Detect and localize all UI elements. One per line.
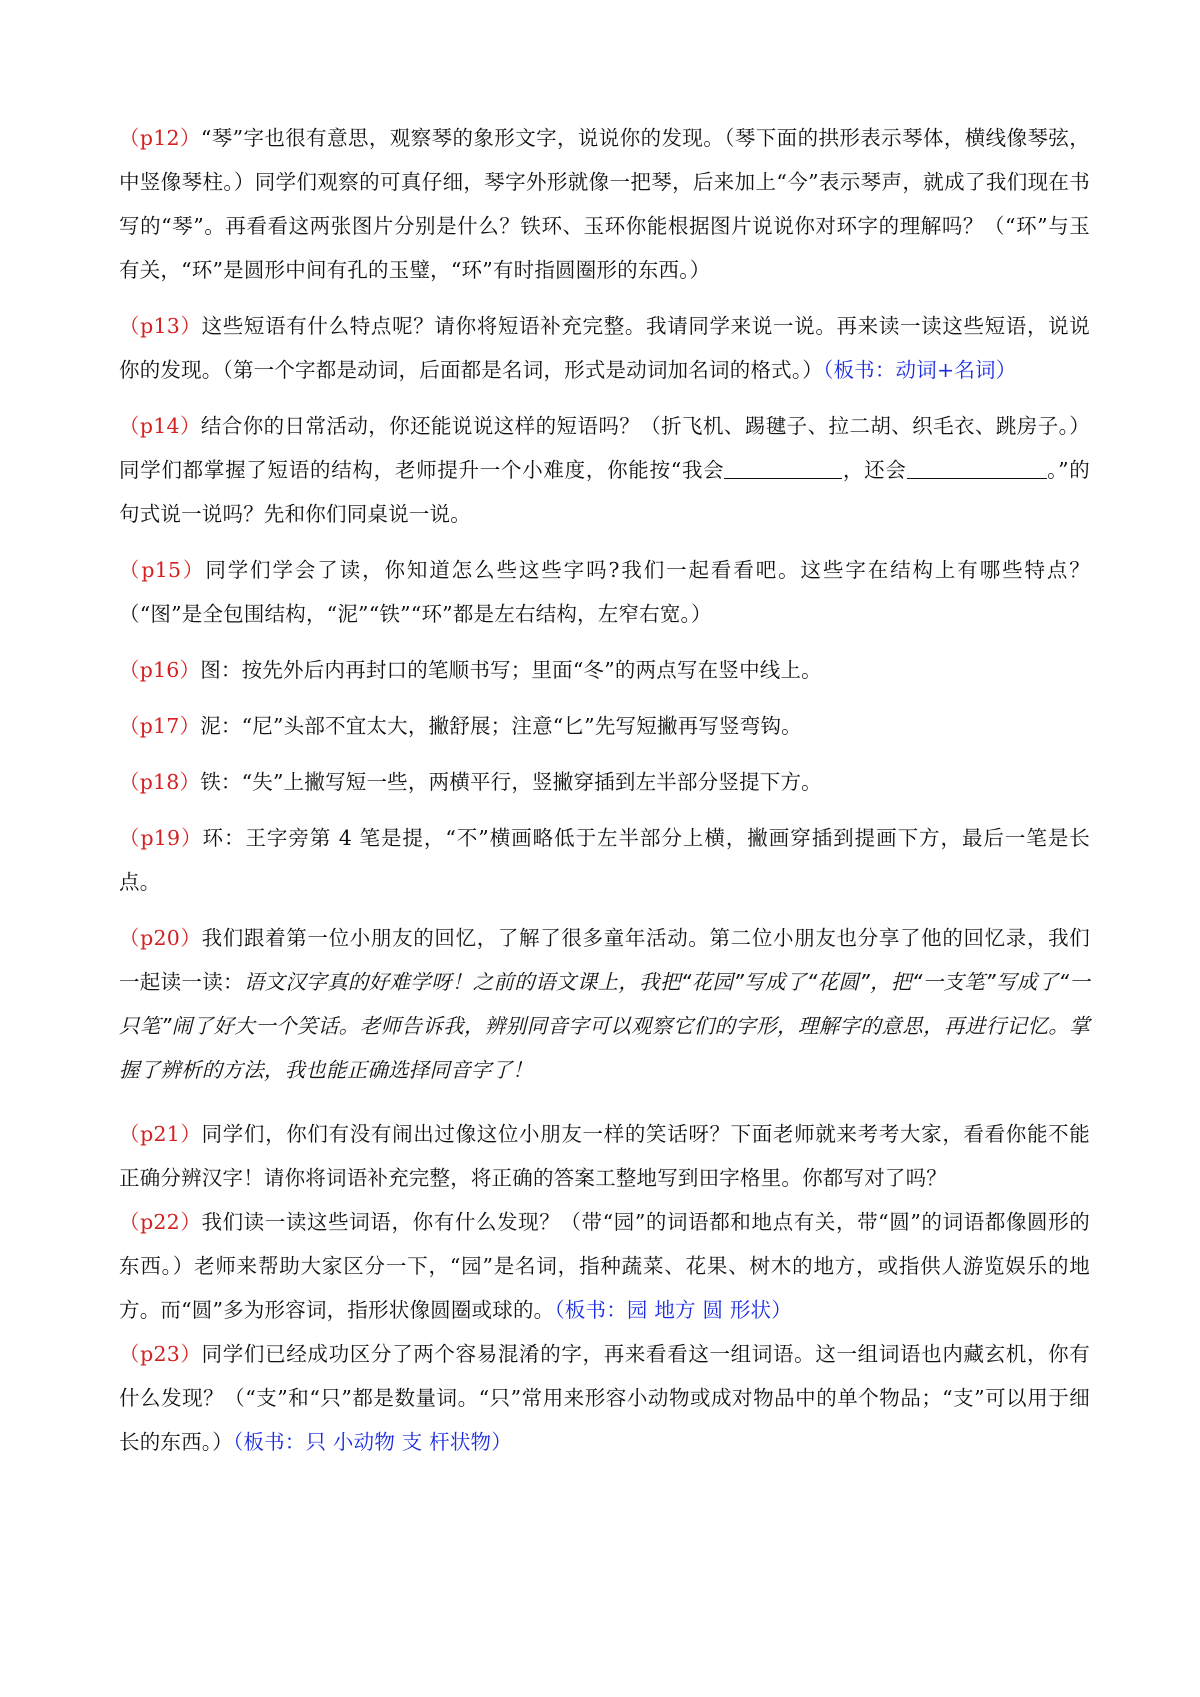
paragraph-p15: [119, 548, 1090, 636]
slide-tag: （p20）: [119, 926, 202, 950]
paragraph-p23: [119, 1332, 1090, 1464]
paragraph-p12: [119, 116, 1090, 292]
paragraph-text: 我们读一读这些词语，你有什么发现？（带“园”的词语都和地点有关，带“圆”的词语都像圆形的东西。）老师来帮助大家区分一下，“园”是名词，指种蔬菜、花果、树木的地方，或指供人游览娱乐的地方。而“圆”多为形容词，指形状像圆圈或球的。: [119, 1210, 1090, 1322]
slide-tag: （p18）: [119, 770, 201, 794]
paragraph-text: 环：王字旁第 4 笔是提，“不”横画略低于左半部分上横，撇画穿插到提画下方，最后一笔是长点。: [119, 826, 1090, 894]
slide-tag: （p23）: [119, 1342, 202, 1366]
paragraph-text: 同学们，你们有没有闹出过像这位小朋友一样的笑话呀？下面老师就来考考大家，看看你能不能正确分辨汉字！请你将词语补充完整，将正确的答案工整地写到田字格里。你都写对了吗？: [119, 1122, 1090, 1190]
slide-tag: （p15）: [119, 558, 206, 582]
paragraph-p20: [119, 916, 1090, 1092]
paragraph-p21: [119, 1112, 1090, 1200]
paragraph-text: 这些短语有什么特点呢？请你将短语补充完整。我请同学来说一说。再来读一读这些短语，说说你的发现。（第一个字都是动词，后面都是名词，形式是动词加名词的格式。）: [119, 314, 1090, 382]
slide-tag: （p14）: [119, 414, 201, 438]
paragraph-p13: [119, 304, 1090, 392]
paragraph-text: ，还会: [842, 458, 907, 482]
fill-blank-2: [907, 456, 1047, 479]
memoir-quote: 语文汉字真的好难学呀！之前的语文课上，我把“花园”写成了“花圆”，把“一支笔”写成了“一只笔”闹了好大一个笑话。老师告诉我，辨别同音字可以观察它们的字形，理解字的意思，再进行记忆。掌握了辨析的方法，我也能正确选择同音字了！: [119, 970, 1091, 1082]
paragraph-p14: [119, 404, 1090, 536]
paragraph-p19: [119, 816, 1090, 904]
paragraph-text: 泥：“尼”头部不宜太大，撇舒展；注意“匕”先写短撇再写竖弯钩。: [200, 714, 802, 738]
paragraph-text: 同学们学会了读，你知道怎么些这些字吗?我们一起看看吧。这些字在结构上有哪些特点？（“图”是全包围结构，“泥”“铁”“环”都是左右结构，左窄右宽。）: [119, 558, 1090, 626]
paragraph-text: 结合你的日常活动，你还能说说这样的短语吗？（折飞机、踢毽子、拉二胡、织毛衣、跳房子。）同学们都掌握了短语的结构，老师提升一个小难度，你能按“我会: [119, 414, 1090, 482]
slide-tag: （p12）: [119, 126, 201, 150]
slide-tag: （p13）: [119, 314, 202, 338]
slide-tag: （p21）: [119, 1122, 202, 1146]
paragraph-p16: [119, 648, 1090, 692]
paragraph-p18: [119, 760, 1090, 804]
blackboard-note: （板书：动词+名词）: [823, 358, 1017, 382]
slide-tag: （p16）: [119, 658, 201, 682]
paragraph-p17: [119, 704, 1090, 748]
slide-tag: （p17）: [119, 714, 201, 738]
slide-tag: （p22）: [119, 1210, 202, 1234]
paragraph-text: 铁：“失”上撇写短一些，两横平行，竖撇穿插到左半部分竖提下方。: [200, 770, 822, 794]
blackboard-note: （板书：园 地方 圆 形状）: [554, 1298, 792, 1322]
paragraph-text: 。”的句式说一说吗？先和你们同桌说一说。: [119, 458, 1090, 526]
paragraph-p22: [119, 1200, 1090, 1332]
paragraph-text: “琴”字也很有意思，观察琴的象形文字，说说你的发现。（琴下面的拱形表示琴体，横线像琴弦，中竖像琴柱。）同学们观察的可真仔细，琴字外形就像一把琴，后来加上“今”表示琴声，就成了我们现在书写的“琴”。再看看这两张图片分别是什么？铁环、玉环你能根据图片说说你对环字的理解吗？（“环”与玉有关，“环”是圆形中间有孔的玉璧，“环”有时指圆圈形的东西。）: [119, 126, 1090, 282]
blackboard-note: （板书：只 小动物 支 杆状物）: [232, 1430, 512, 1454]
paragraph-text: 图：按先外后内再封口的笔顺书写；里面“冬”的两点写在竖中线上。: [200, 658, 822, 682]
slide-tag: （p19）: [119, 826, 203, 850]
paragraph-text: 同学们已经成功区分了两个容易混淆的字，再来看看这一组词语。这一组词语也内藏玄机，你有什么发现？（“支”和“只”都是数量词。“只”常用来形容小动物或成对物品中的单个物品；“支”可以用于细长的东西。）: [119, 1342, 1090, 1454]
fill-blank-1: [724, 456, 842, 479]
paragraph-text: 我们跟着第一位小朋友的回忆，了解了很多童年活动。第二位小朋友也分享了他的回忆录，我们一起读一读：: [119, 926, 1090, 994]
